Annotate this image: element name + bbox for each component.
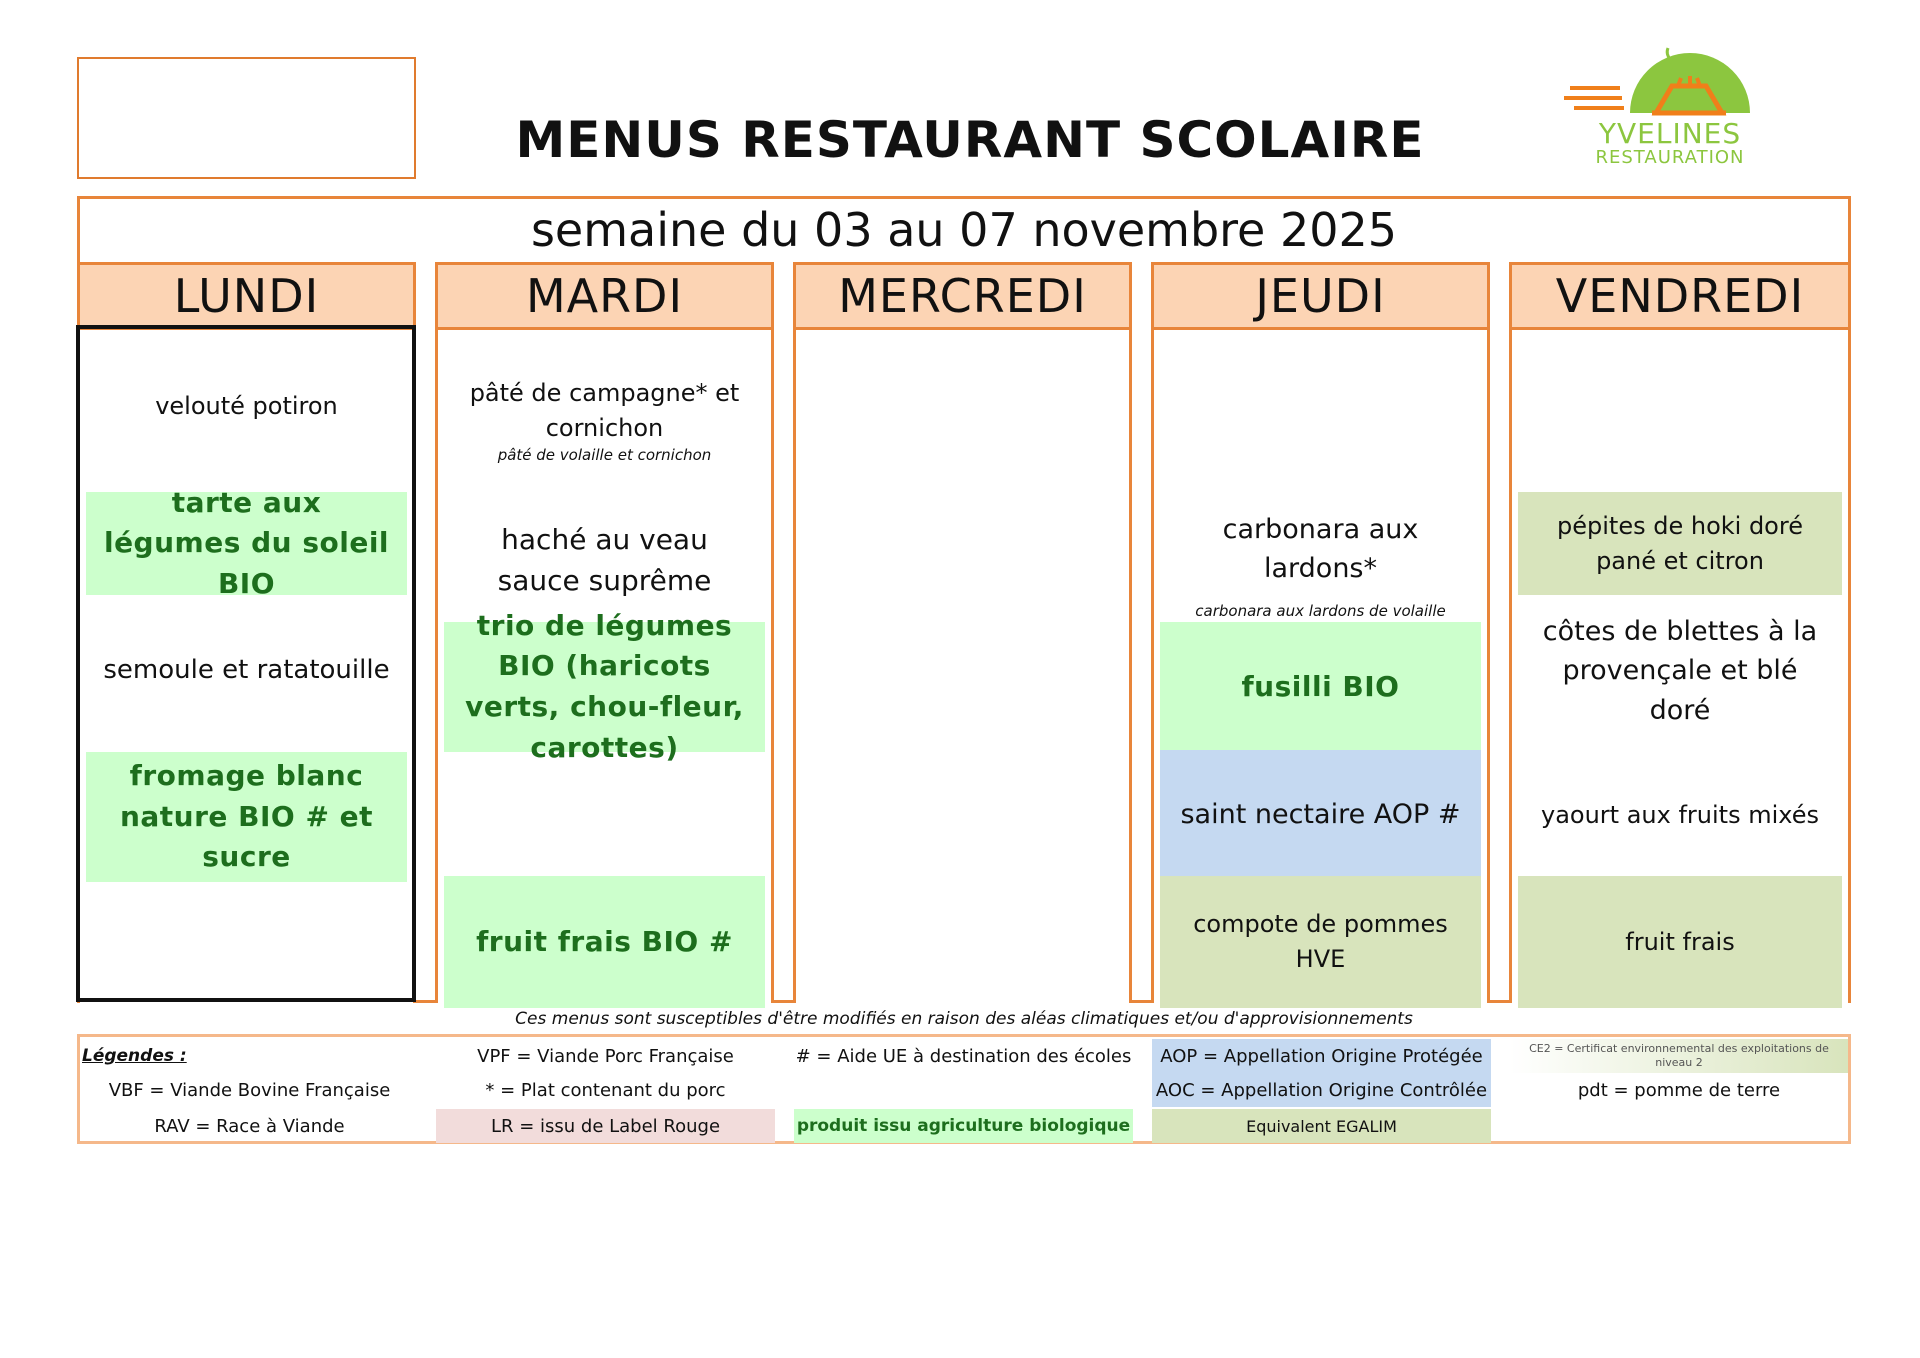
legend-egalim: Equivalent EGALIM — [1152, 1109, 1491, 1143]
day-column-mercredi — [793, 262, 1132, 1003]
menu-item-accompagnement: trio de légumes BIO (haricots verts, chou-fleur, carottes) — [444, 622, 765, 752]
day-header: MERCREDI — [796, 262, 1129, 330]
legend-vpf: VPF = Viande Porc Française — [477, 1045, 734, 1067]
legend-pdt: pdt = pomme de terre — [1577, 1079, 1781, 1101]
menu-item-alternative: carbonara aux lardons de volaille — [1195, 602, 1446, 621]
week-title: semaine du 03 au 07 novembre 2025 — [530, 203, 1398, 257]
day-header: MARDI — [438, 262, 771, 330]
menu-item-laitage: yaourt aux fruits mixés — [1541, 800, 1819, 829]
menu-item-plat: pépites de hoki doré pané et citron — [1518, 492, 1842, 595]
legend-aop: AOP = Appellation Origine Protégée — [1152, 1039, 1491, 1073]
yvelines-restauration-logo — [1560, 38, 1760, 173]
legend-bio: produit issu agriculture biologique — [794, 1109, 1133, 1143]
day-column-mardi — [435, 262, 774, 1003]
day-column-jeudi — [1151, 262, 1490, 1003]
menu-item-plat: tarte aux légumes du soleil BIO — [86, 492, 407, 595]
legend-label-rouge: LR = issu de Label Rouge — [436, 1109, 775, 1143]
legend-porc: * = Plat contenant du porc — [485, 1079, 726, 1101]
disclaimer-text: Ces menus sont susceptibles d'être modifiés en raison des aléas climatiques et/ou d'approvisionnements — [515, 1009, 1413, 1029]
school-logo-box — [77, 57, 416, 179]
legend-ce2: CE2 = Certificat environnemental des exploitations de niveau 2 — [1510, 1039, 1848, 1073]
menu-item-laitage: saint nectaire AOP # — [1160, 750, 1481, 880]
menu-item-accompagnement: fusilli BIO — [1160, 622, 1481, 752]
day-header: JEUDI — [1154, 262, 1487, 330]
menu-item-plat: haché au veau sauce suprême — [497, 523, 712, 597]
day-header: VENDREDI — [1512, 262, 1848, 330]
menu-item-laitage: fromage blanc nature BIO # et sucre — [86, 752, 407, 882]
lundi-highlight-box — [76, 325, 416, 1002]
menu-item-dessert: compote de pommes HVE — [1160, 876, 1481, 1008]
legend-rav: RAV = Race à Viande — [154, 1115, 345, 1137]
menu-item-entree: pâté de campagne* et cornichon pâté de volaille et cornichon — [469, 379, 740, 465]
menu-item-plat: carbonara aux lardons* carbonara aux lardons de volaille — [1195, 514, 1446, 621]
page-title: MENUS RESTAURANT SCOLAIRE — [515, 111, 1425, 169]
legend-aide-ue: # = Aide UE à destination des écoles — [795, 1045, 1132, 1067]
legend-vbf: VBF = Viande Bovine Française — [108, 1079, 391, 1101]
legend-table — [77, 1034, 1851, 1144]
menu-item-accompagnement: semoule et ratatouille — [103, 655, 390, 686]
logo-text-restauration: RESTAURATION — [1595, 146, 1745, 168]
legend-title: Légendes : — [82, 1046, 187, 1066]
day-header: LUNDI — [80, 262, 413, 330]
menu-item-accompagnement: côtes de blettes à la provençale et blé doré — [1542, 616, 1818, 726]
menu-item-dessert: fruit frais — [1518, 876, 1842, 1008]
menu-item-alternative: pâté de volaille et cornichon — [497, 446, 712, 465]
legend-aoc: AOC = Appellation Origine Contrôlée — [1152, 1073, 1491, 1107]
logo-text-yvelines: YVELINES — [1598, 116, 1742, 150]
menu-item-entree: velouté potiron — [155, 391, 338, 420]
menu-item-dessert: fruit frais BIO # — [444, 876, 765, 1008]
day-column-vendredi — [1509, 262, 1851, 1003]
